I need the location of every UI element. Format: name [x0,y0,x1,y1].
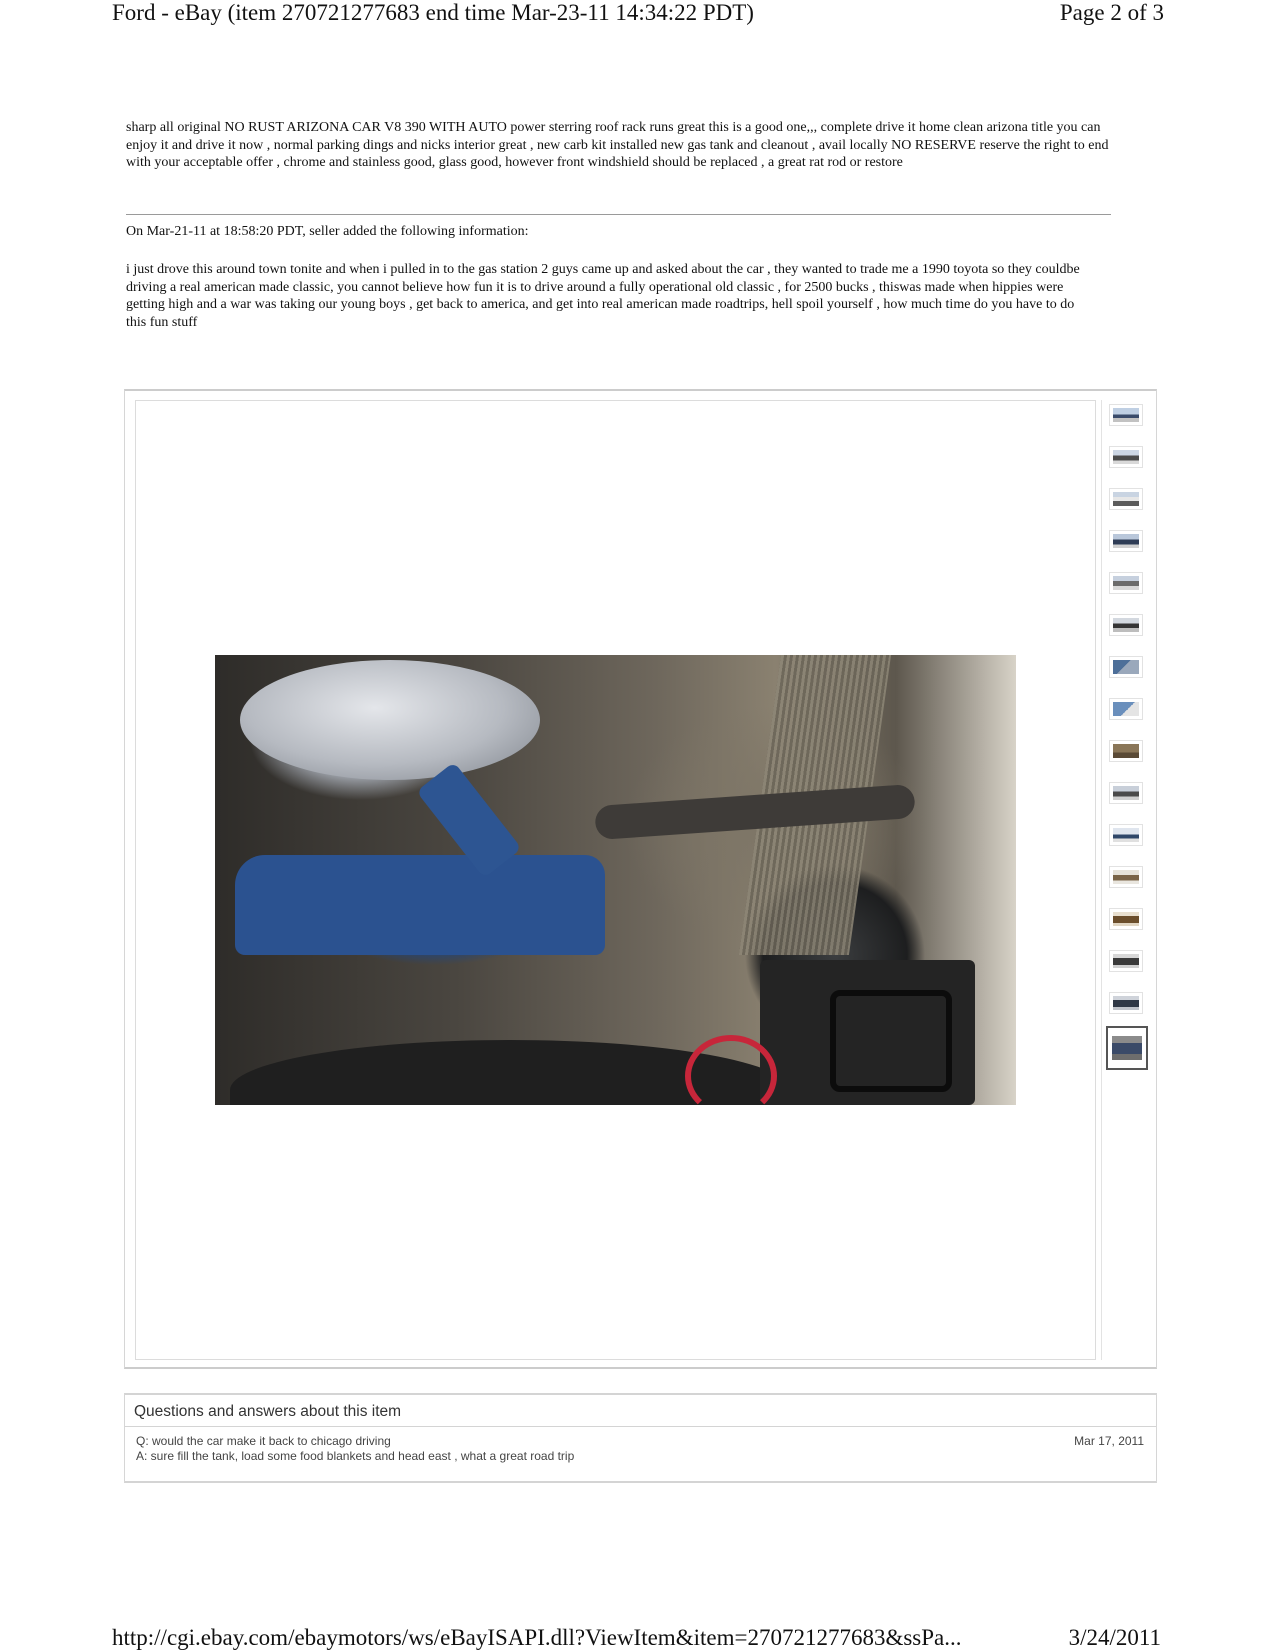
page-header-title: Ford - eBay (item 270721277683 end time Mar-23-11 14:34:22 PDT) [112,0,754,25]
qa-title: Questions and answers about this item [134,1403,402,1420]
photo-air-cleaner [240,660,540,780]
thumbnail-16-selected[interactable] [1106,1026,1148,1070]
thumbnail-6[interactable] [1109,614,1143,636]
thumbnail-9[interactable] [1109,740,1143,762]
thumbnail-1[interactable] [1109,404,1143,426]
thumbnail-7[interactable] [1109,656,1143,678]
thumbnail-3[interactable] [1109,488,1143,510]
thumbnail-10[interactable] [1109,782,1143,804]
footer-url: http://cgi.ebay.com/ebaymotors/ws/eBayISAPI.dll?ViewItem&item=270721277683&ssPa... [112,1625,962,1650]
thumbnail-13[interactable] [1109,908,1143,930]
thumbnail-15[interactable] [1109,992,1143,1014]
seller-added-text: i just drove this around town tonite and when i pulled in to the gas station 2 guys came up and asked about the car , they wanted to trade me a 1990 toyota so they couldbe driving a real american made classic, you cannot believe how fun it is to drive around a fully operational old classic , for 2500 bucks , thiswas made when hippies were getting high and a war was taking our young boys , get back to america, and get into real american made roadtrips, hell spoil yourself , how much time do you have to do this fun stuff [126,262,1080,330]
thumbnail-11[interactable] [1109,824,1143,846]
thumbnail-12[interactable] [1109,866,1143,888]
questions-answers-box [124,1393,1157,1483]
photo-radiator-hose [594,784,916,840]
qa-question: Q: would the car make it back to chicago driving [136,1434,391,1448]
engine-bay-photo [215,655,1016,1105]
thumbnail-5[interactable] [1109,572,1143,594]
qa-answer: A: sure fill the tank, load some food blankets and head east , what a great road trip [136,1449,575,1463]
seller-added-heading: On Mar-21-11 at 18:58:20 PDT, seller added the following information: [126,224,529,239]
thumbnail-4[interactable] [1109,530,1143,552]
qa-divider [125,1426,1156,1427]
item-description: sharp all original NO RUST ARIZONA CAR V8 390 WITH AUTO power sterring roof rack runs great this is a good one,,, complete drive it home clean arizona title you can enjoy it and drive it now , normal parking dings and nicks interior great , new carb kit installed new gas tank and cleanout , avail locally NO RESERVE reserve the right to end with your acceptable offer , chrome and stainless good, glass good, however front windshield should be replaced , a great rat rod or restore [126,120,1109,170]
page-number: Page 2 of 3 [1059,0,1164,25]
photo-viewer [135,400,1096,1360]
thumbnail-strip [1101,400,1147,1360]
qa-date: Mar 17, 2011 [1074,1434,1144,1448]
photo-valve-cover [235,855,605,955]
photo-battery-handle [830,990,952,1092]
thumbnail-8[interactable] [1109,698,1143,720]
photo-gallery [124,389,1157,1369]
thumbnail-14[interactable] [1109,950,1143,972]
section-divider [126,214,1111,215]
thumbnail-2[interactable] [1109,446,1143,468]
footer-date: 3/24/2011 [1068,1625,1161,1650]
